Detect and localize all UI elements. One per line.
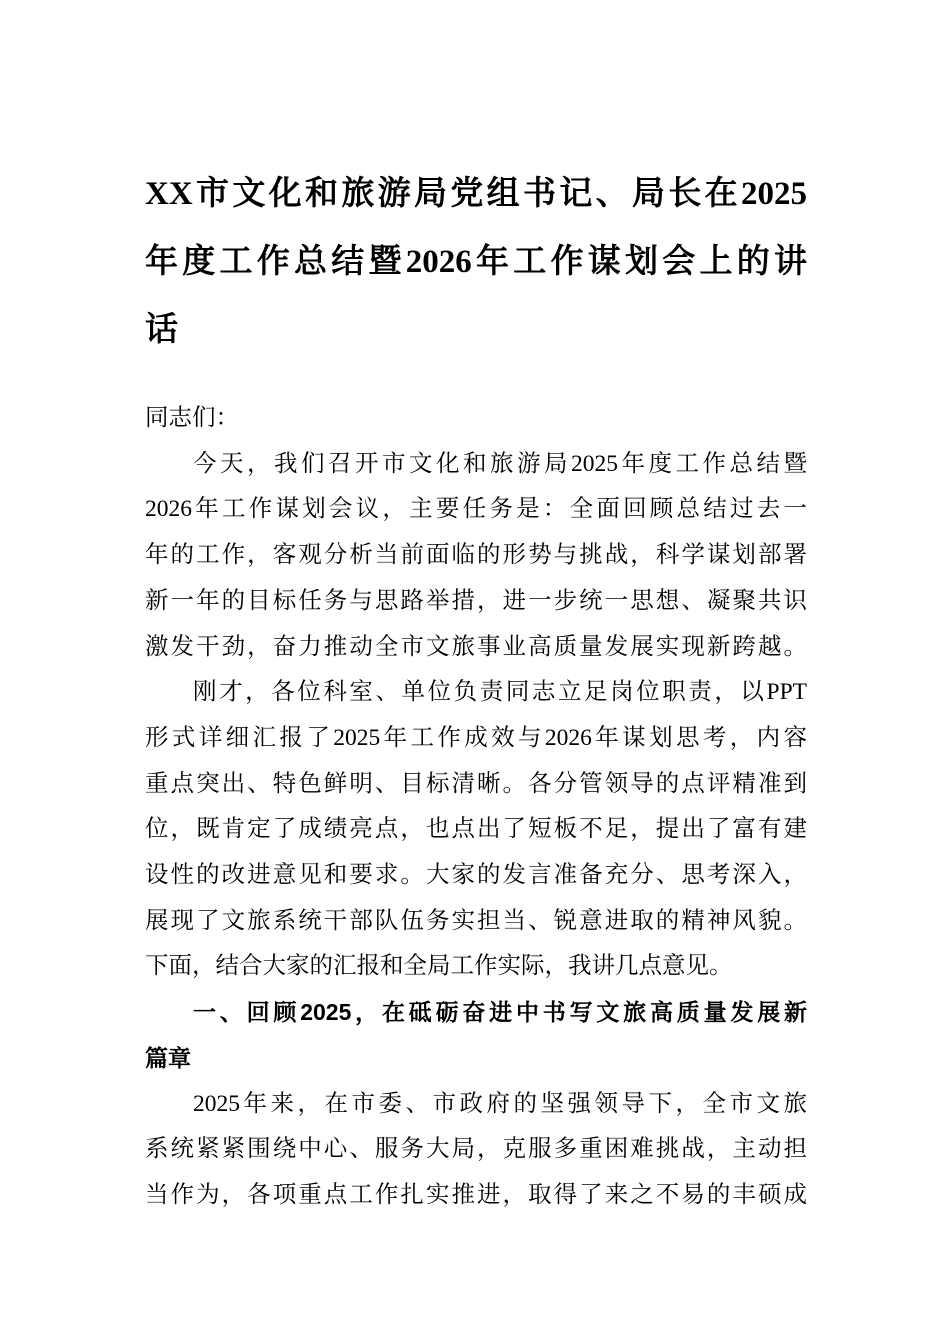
title-line: 年度工作总结暨2026年工作谋划会上的讲 bbox=[145, 244, 807, 280]
text-line: 当作为，各项重点工作扎实推进，取得了来之不易的丰硕成 bbox=[145, 1181, 807, 1208]
paragraph-review bbox=[145, 1082, 807, 1219]
text-line: 新一年的目标任务与思路举措，进一步统一思想、凝聚共识 bbox=[145, 587, 807, 614]
text-line: 系统紧紧围绕中心、服务大局，克服多重困难挑战，主动担 bbox=[145, 1136, 807, 1163]
document-title bbox=[145, 160, 807, 364]
paragraph-reports bbox=[145, 670, 807, 990]
section-heading-1 bbox=[145, 990, 807, 1081]
text-line: 年的工作，客观分析当前面临的形势与挑战，科学谋划部署 bbox=[145, 542, 807, 569]
document-body bbox=[145, 396, 807, 1219]
text-line: 刚才，各位科室、单位负责同志立足岗位职责，以PPT bbox=[193, 679, 807, 706]
text-line: 2025年来，在市委、市政府的坚强领导下，全市文旅 bbox=[193, 1090, 807, 1117]
paragraph-opening bbox=[145, 442, 807, 671]
text-line: 形式详细汇报了2025年工作成效与2026年谋划思考，内容 bbox=[145, 724, 807, 751]
text-line: 位，既肯定了成绩亮点，也点出了短板不足，提出了富有建 bbox=[145, 816, 807, 843]
text-line: 下面，结合大家的汇报和全局工作实际，我讲几点意见。 bbox=[145, 953, 733, 980]
text-line: 2026年工作谋划会议，主要任务是：全面回顾总结过去一 bbox=[145, 496, 807, 523]
text-line: 设性的改进意见和要求。大家的发言准备充分、思考深入， bbox=[145, 862, 807, 889]
text-line: 重点突出、特色鲜明、目标清晰。各分管领导的点评精准到 bbox=[145, 770, 807, 797]
heading-line: 一、回顾2025，在砥砺奋进中书写文旅高质量发展新 bbox=[193, 999, 807, 1026]
text-line: 激发干劲，奋力推动全市文旅事业高质量发展实现新跨越。 bbox=[145, 633, 807, 660]
title-line: XX市文化和旅游局党组书记、局长在2025 bbox=[145, 176, 807, 212]
text-line: 今天，我们召开市文化和旅游局2025年度工作总结暨 bbox=[193, 450, 807, 477]
title-line: 话 bbox=[145, 312, 178, 348]
heading-line: 篇章 bbox=[145, 1044, 191, 1071]
salutation: 同志们： bbox=[145, 405, 239, 431]
text-line: 展现了文旅系统干部队伍务实担当、锐意进取的精神风貌。 bbox=[145, 907, 807, 934]
